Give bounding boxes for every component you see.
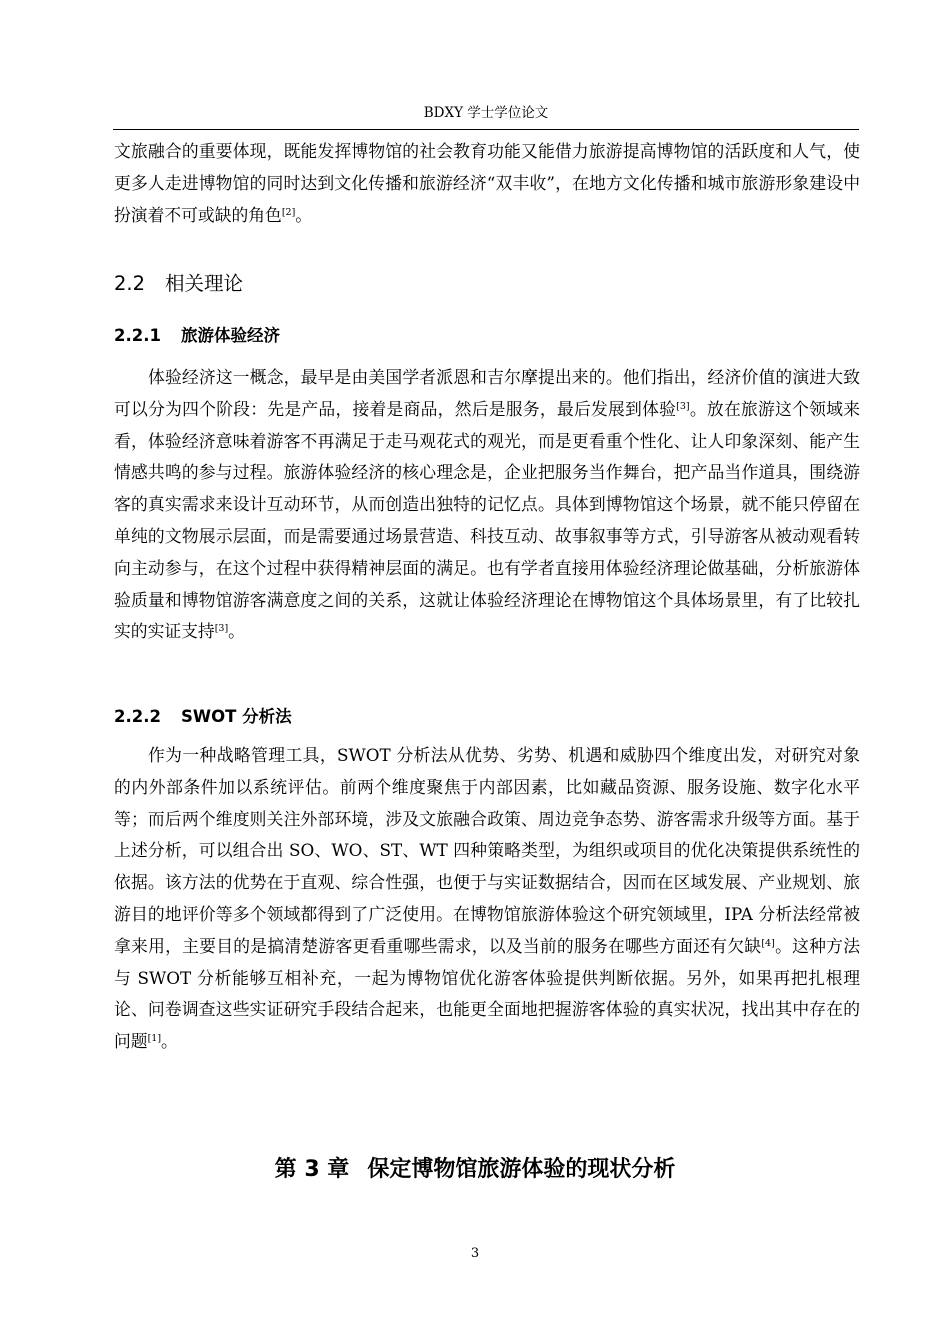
intro-text: 文旅融合的重要体现，既能发挥博物馆的社会教育功能又能借力旅游提高博物馆的活跃度和人气，使更多人走进博物馆的同时达到文化传播和旅游经济“双丰收”，在地方文化传播和城市旅游形象建设中扮演着不可或缺的角色 [114, 141, 860, 225]
citation[interactable]: [4] [761, 937, 775, 949]
paragraph-swot [114, 740, 860, 1058]
subsection-title: SWOT 分析法 [180, 707, 292, 726]
subsection-number: 2.2.1 [114, 326, 161, 345]
paragraph-text: 作为一种战略管理工具，SWOT 分析法从优势、劣势、机遇和威胁四个维度出发，对研究对象的内外部条件加以系统评估。前两个维度聚焦于内部因素，比如藏品资源、服务设施、数字化水平等；而后两个维度则关注外部环境，涉及文旅融合政策、周边竞争态势、游客需求升级等方面。基于上述分析，可以组合出 SO、WO、ST、WT 四种策略类型，为组织或项目的优化决策提供系统性的依据。该方法的优势在于直观、综合性强，也便于与实证数据结合，因而在区域发展、产业规划、旅游目的地评价等多个领域都得到了广泛使用。在博物馆旅游体验这个研究领域里，IPA 分析法经常被拿来用，主要目的是搞清楚游客更看重哪些需求，以及当前的服务在哪些方面还有欠缺 [114, 745, 860, 956]
intro-paragraph [114, 136, 860, 231]
page-number: 3 [470, 1246, 480, 1261]
page-header: BDXY 学士学位论文 [423, 105, 549, 121]
subsection-title: 旅游体验经济 [180, 326, 280, 345]
citation[interactable]: [3] [214, 623, 229, 635]
paragraph-text: 。这种方法与 SWOT 分析能够互相补充，一起为博物馆优化游客体验提供判断依据。另外，如果再把扎根理论、问卷调查这些实证研究手段结合起来，也能更全面地把握游客体验的真实状况，找出其中存在的问题 [114, 935, 860, 1052]
body-2-2-1 [114, 362, 860, 648]
paragraph-experience-economy [114, 362, 860, 648]
chapter-heading [0, 1152, 950, 1188]
intro-block [114, 136, 860, 231]
paragraph-text: 体验经济这一概念，最早是由美国学者派恩和吉尔摩提出来的。他们指出，经济价值的演进大致可以分为四个阶段：先是产品，接着是商品，然后是服务，最后发展到体验 [114, 367, 860, 419]
subsection-number: 2.2.2 [114, 707, 161, 726]
citation[interactable]: [1] [147, 1033, 162, 1045]
citation[interactable]: [2] [281, 206, 296, 218]
intro-tail: 。 [295, 204, 313, 225]
header-rule [113, 129, 859, 130]
section-heading-2-2 [114, 268, 243, 300]
subsection-heading-2-2-2 [114, 704, 292, 730]
body-2-2-2 [114, 740, 860, 1058]
paragraph-tail: 。 [228, 621, 245, 642]
paragraph-tail: 。 [161, 1031, 178, 1052]
section-number: 2.2 [114, 272, 146, 295]
chapter-title: 保定博物馆旅游体验的现状分析 [367, 1157, 676, 1182]
section-title: 相关理论 [165, 272, 244, 295]
chapter-number: 第 3 章 [274, 1157, 350, 1182]
citation[interactable]: [3] [676, 400, 690, 412]
subsection-heading-2-2-1 [114, 323, 280, 349]
paragraph-text: 。放在旅游这个领域来看，体验经济意味着游客不再满足于走马观花式的观光，而是更看重个性化、让人印象深刻、能产生情感共鸣的参与过程。旅游体验经济的核心理念是，企业把服务当作舞台，把产品当作道具，围绕游客的真实需求来设计互动环节，从而创造出独特的记忆点。具体到博物馆这个场景，就不能只停留在单纯的文物展示层面，而是需要通过场景营造、科技互动、故事叙事等方式，引导游客从被动观看转向主动参与，在这个过程中获得精神层面的满足。也有学者直接用体验经济理论做基础，分析旅游体验质量和博物馆游客满意度之间的关系，这就让体验经济理论在博物馆这个具体场景里，有了比较扎实的实证支持 [114, 398, 860, 642]
